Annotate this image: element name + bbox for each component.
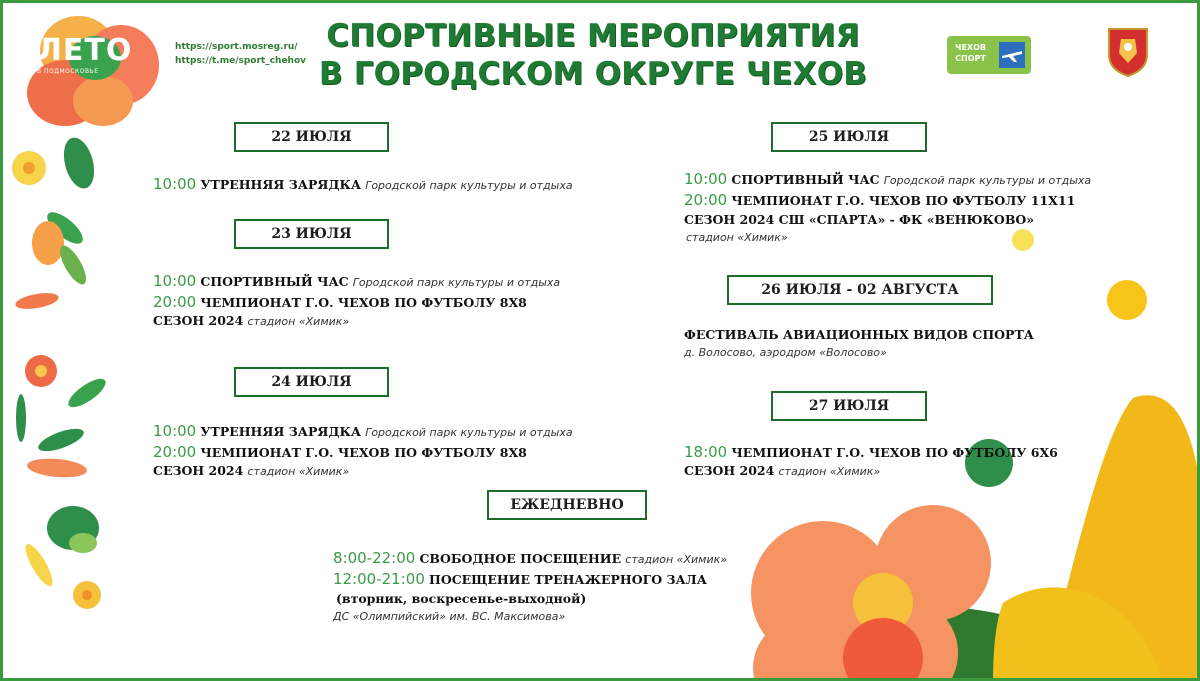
chekhov-sport-logo <box>947 36 1031 74</box>
sport-mosreg-link[interactable]: https://sport.mosreg.ru/ <box>175 42 298 52</box>
schedule-line: СЕЗОН 2024 стадион «Химик» <box>684 463 881 478</box>
schedule-line: 10:00 СПОРТИВНЫЙ ЧАС Городской парк культуры и отдыха <box>153 272 561 290</box>
left-border-decoration <box>12 134 110 609</box>
telegram-link[interactable]: https://t.me/sport_chehov <box>175 56 307 66</box>
chekhov-logo-line1: ЧЕХОВ <box>955 43 986 52</box>
airplane-icon <box>999 42 1025 68</box>
schedule-line: 20:00 ЧЕМПИОНАТ Г.О. ЧЕХОВ ПО ФУТБОЛУ 11Х11 <box>684 191 1076 209</box>
schedule-line: СЕЗОН 2024 СШ «СПАРТА» - ФК «ВЕНЮКОВО» <box>684 212 1035 227</box>
date-22-july: 22 ИЮЛЯ <box>234 122 389 152</box>
schedule-line: 10:00 УТРЕННЯЯ ЗАРЯДКА Городской парк культуры и отдыха <box>153 422 573 440</box>
title-line-1: СПОРТИВНЫЕ МЕРОПРИЯТИЯ <box>326 18 860 54</box>
daily-header: ЕЖЕДНЕВНО <box>487 490 647 520</box>
title-line-2: В ГОРОДСКОМ ОКРУГЕ ЧЕХОВ <box>318 56 868 92</box>
chekhov-logo-line2: СПОРТ <box>955 54 986 63</box>
date-25-july: 25 ИЮЛЯ <box>771 122 927 152</box>
coat-of-arms-icon <box>1107 25 1149 77</box>
date-23-july: 23 ИЮЛЯ <box>234 219 389 249</box>
schedule-line: ФЕСТИВАЛЬ АВИАЦИОННЫХ ВИДОВ СПОРТА <box>684 327 1034 342</box>
orange-flower <box>751 505 991 681</box>
page-title <box>303 17 883 93</box>
schedule-line: 10:00 СПОРТИВНЫЙ ЧАС Городской парк культуры и отдыха <box>684 170 1092 188</box>
leto-logo-text: ЛЕТО <box>37 33 133 68</box>
schedule-line: 18:00 ЧЕМПИОНАТ Г.О. ЧЕХОВ ПО ФУТБОЛУ 6Х6 <box>684 443 1058 461</box>
date-27-july: 27 ИЮЛЯ <box>771 391 927 421</box>
links-block <box>175 40 306 68</box>
schedule-line: СЕЗОН 2024 стадион «Химик» <box>153 463 350 478</box>
schedule-line: 20:00 ЧЕМПИОНАТ Г.О. ЧЕХОВ ПО ФУТБОЛУ 8Х8 <box>153 293 527 311</box>
schedule-line: 10:00 УТРЕННЯЯ ЗАРЯДКА Городской парк культуры и отдыха <box>153 175 573 193</box>
leto-logo <box>37 33 132 75</box>
schedule-line: СЕЗОН 2024 стадион «Химик» <box>153 313 350 328</box>
leto-logo-subtext: В ПОДМОСКОВЬЕ <box>37 68 99 75</box>
schedule-line: ДС «Олимпийский» им. ВС. Максимова» <box>333 610 566 623</box>
schedule-line: (вторник, воскресенье-выходной) <box>336 591 587 606</box>
schedule-line: д. Волосово, аэродром «Волосово» <box>684 346 887 359</box>
schedule-line: 12:00-21:00 ПОСЕЩЕНИЕ ТРЕНАЖЕРНОГО ЗАЛА <box>333 570 707 588</box>
schedule-line: 20:00 ЧЕМПИОНАТ Г.О. ЧЕХОВ ПО ФУТБОЛУ 8Х8 <box>153 443 527 461</box>
date-24-july: 24 ИЮЛЯ <box>234 367 389 397</box>
date-26-july-02-august: 26 ИЮЛЯ - 02 АВГУСТА <box>727 275 993 305</box>
schedule-line: стадион «Химик» <box>686 231 788 244</box>
schedule-line: 8:00-22:00 СВОБОДНОЕ ПОСЕЩЕНИЕ стадион «Химик» <box>333 549 728 567</box>
